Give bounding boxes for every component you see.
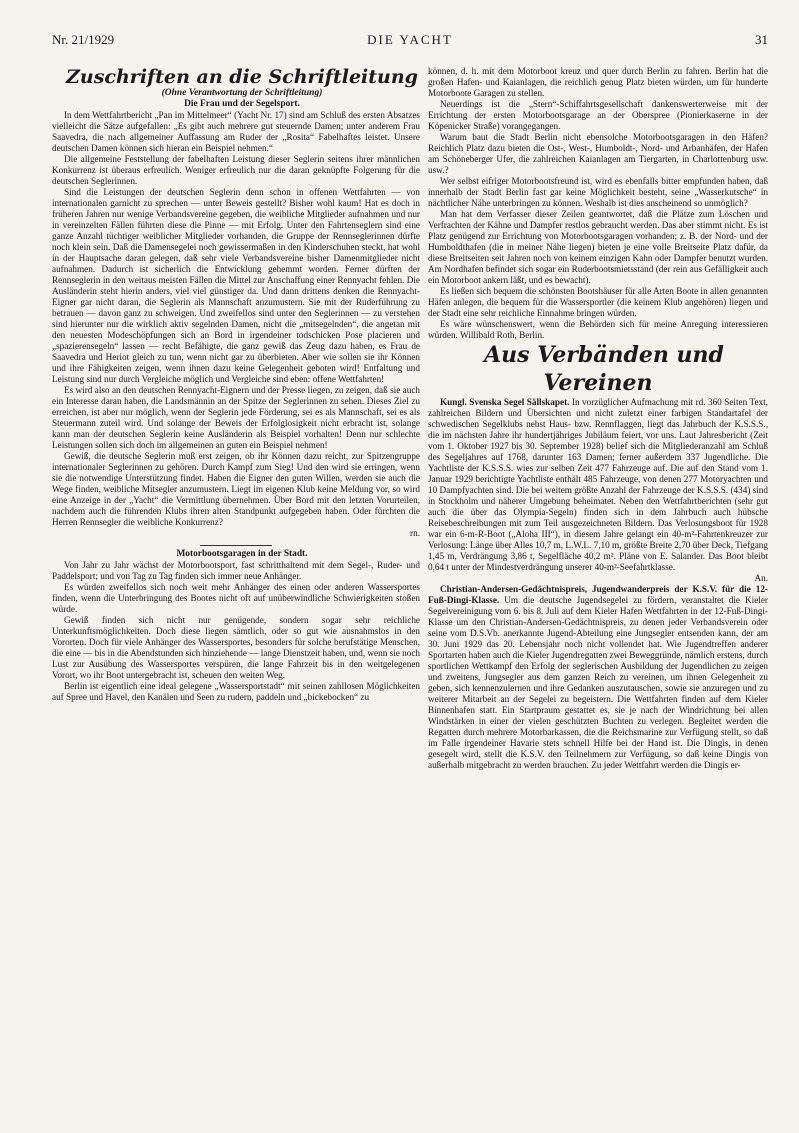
divider: [200, 545, 272, 546]
paragraph: [428, 319, 768, 341]
issue-number: Nr. 21/1929: [52, 32, 115, 47]
paragraph: Es ließen sich bequem die schönsten Bootshäuser für alle Arten Boote in allen genannten Häfen anlegen, die bequem für die Wassersportler (die keinem Klub angehören) liegen und der Stadt eine sehr reichliche Einnahme bringen würden.: [428, 286, 768, 318]
journal-title: DIE YACHT: [367, 32, 453, 47]
paragraph: Die allgemeine Feststellung der fabelhaften Leistung dieser Seglerin seitens ihrer männlichen Konkurrenz ist überaus erfreulich. Weniger erfreulich nur die daran geknüpfte Folgerung für die deutschen Seglerinnen.: [52, 154, 420, 186]
section-title-associations: Aus Verbänden und Vereinen: [484, 342, 724, 396]
paragraph: [428, 584, 768, 771]
left-column: [52, 66, 420, 703]
paragraph: Von Jahr zu Jahr wächst der Motorbootsport, fast schritthaltend mit dem Segel-, Ruder- und Paddelsport; und von Tag zu Tag finden sich immer neue Anhänger.: [52, 560, 420, 581]
paragraph: können, d. h. mit dem Motorboot kreuz und quer durch Berlin zu fahren. Berlin hat die großen Hafen- und Kaianlagen, die reichlich genug Platz bieten würden, um für hunderte Motorboote Garagen zu stellen.: [428, 66, 768, 98]
paragraph-text: In vorzüglicher Aufmachung mit rd. 360 Seiten Text, zahlreichen Bildern und Übersichten und nicht zuletzt einer farbigen Standartafel der schwedischen Segelklubs nebst Haus- bzw. Rennflaggen, liegt das Jahrbuch der K.S.S.S., die im nächsten Jahre ihr hundertjähriges Jubiläum feiert, vor uns. Laut Jahresbericht (Zeit vom 1. Oktober 1927 bis 30. September 1928) belief sich die Mitgliederanzahl am Schluß des Segeljahres auf 1768, darunter 163 Damen; ferner außerdem 337 Jugendliche. Die Yachtliste der K.S.S.S. wies zur selben Zeit 477 Fahrzeuge auf. Die auf den Stand vom 1. Januar 1929 berichtigte Yachtliste enthält 485 Fahrzeuge, von denen 277 Motoryachten und 10 Dampfyachten sind. Die bei weitem größte Anzahl der Fahrzeuge der K.S.S.S. (434) sind in Stockholm und näherer Umgebung beheimatet. Neben den Wettfahrtberichten (sehr gut auch die über das Olympia-Segeln) finden sich in dem Jahrbuch auch hübsche Reisebeschreibungen mit zum Teil ausgezeichneten Bildern. Das Verlosungsboot für 1928 war ein 6-m-R-Boot („Aloha III“), in diesem Jahre gelangt ein 40-m²-Fahrtenkreuzer zur Verlosung: Länge über Alles 10,7 m, L.W.L. 7,10 m, größte Breite 2,70 über Deck, Tiefgang 1,45 m, Verdrängung 3,86 t, Segelfläche 40,2 m². Pläne von E. Salander. Das Boot bleibt 0,64 t unter der Mindestverdrängung unserer 40-m²-Seefahrtklasse.: [428, 397, 768, 572]
author-signature: An.: [754, 573, 768, 583]
paragraph: In dem Wettfahrtbericht „Pan im Mittelmeer“ (Yacht Nr. 17) sind am Schluß des ersten Absatzes vielleicht die Sätze aufgefallen: „Es gibt auch mehrere gut steuernde Damen; unter anderem Frau Saavedra, die nach allgemeiner Auffassung am Ruder der „Rosita“ Fabelhaftes leistet. Unsere deutschen Damen können sich hieran ein Beispiel nehmen.“: [52, 110, 420, 153]
paragraph: Es wird also an den deutschen Rennyacht-Eignern und der Presse liegen, zu zeigen, daß sie auch ein Interesse daran haben, die Landsmännin an der Spitze der Seglerinnen zu sehen. Dieses Ziel zu erreichen, ist aber nur möglich, wenn der Seglerin jede Förderung, sei es als Mannschaft, sei es als Steuermann zuteil wird. Und solange der Beweis der Erfolglosigkeit nicht erbracht ist, solange kann man der deutschen Seglerin keine Ausländerin als Beispiel vorhalten! Denn nur schlechte Leistungen sollen sich doch im allgemeinen an guten ein Beispiel nehmen!: [52, 385, 420, 450]
paragraph: Gewiß, die deutsche Seglerin muß erst zeigen, ob ihr Können dazu reicht, zur Spitzengruppe internationaler Seglerinnen zu gehören. Durch Kampf zum Sieg! Und den wird sie erringen, wenn sie die notwendige Unterstützung findet. Haben die Eigner den guten Willen, werden sie auch die Wege finden, weibliche Mitsegler anzumustern. Liegt im eigenen Klub keine Meldung vor, so wird eine Anzeige in der „Yacht“ die Vermittlung übernehmen. Über Bord mit den letzten Vorurteilen, nachdem auch die führenden Klubs ihren alten Standpunkt aufgegeben haben. Oder fürchten die Herren Rennsegler die weibliche Konkurrenz?: [52, 451, 420, 527]
prize-name: Christian-Andersen-Gedächtnispreis, Jugendwanderpreis der K.S.V. für die 12-Fuß-Dingi-Klasse.: [428, 584, 768, 605]
page-number: 31: [755, 32, 768, 47]
paragraph: Neuerdings ist die „Stern“-Schiffahrtsgesellschaft dankenswerterweise mit der Errichtung der ersten Motorbootsgarage an der Oberspree (Pionierkaserne in der Köpenicker Straße) vorangegangen.: [428, 99, 768, 131]
article-heading-boat-garages: Motorbootsgaragen in der Stadt.: [176, 549, 308, 559]
section-subtitle: (Ohne Verantwortung der Schriftleitung): [161, 88, 323, 98]
paragraph: Sind die Leistungen der deutschen Seglerin denn schon in offenen Wettfahrten — von internationalen garnicht zu sprechen — unter Beweis gestellt? Bisher wohl kaum! Hat es doch in früheren Jahren nur wenige Verbandsvereine gegeben, die weibliche Mitglieder aufnahmen und nur in vereinzelten Fällen führten diese die Pinne — mit Erfolg. Unter den Fahrtenseglern sind eine ganze Anzahl tüchtiger weiblicher Mitglieder vorhanden, die Gruppe der Rennseglerinnen dürfte noch klein sein. Daß die Damensegelei noch gewissermaßen in den Kinderschuhen steckt, hat wohl in der Hauptsache daran gelegen, daß sehr viele Verbandsvereine bisher Damenmitglieder nicht aufnahmen. Dadurch ist sicherlich die Entwicklung gehemmt worden. Ferner dürften der Rennseglerin in den weitaus meisten Fällen die Mittel zur Anschaffung einer Rennyacht fehlen. Die Ausländerin steht hierin anders, viel viel günstiger da. Und dann drittens denken die Rennyacht-Eigner gar nicht daran, die Seglerin als Mannschaft anzumustern. Sie mit der Ruderführung zu betrauen — davon ganz zu schweigen. Und zweifellos sind unter den Seglerinnen — zu verstehen sind hierunter nur die wirklich aktiv segelnden Damen, nicht die „mitsegelnden“, die angetan mit den neuesten Modeschöpfungen sich an Bord in irgendeiner todschicken Pose placieren und „spazierensegeln“ lassen — recht Befähigte, die ganz gewiß das Zeug dazu haben, es Frau de Saavedra und Heriot gleich zu tun, wenn nicht gar zu überbieten. Aber wie sollen sie ihr Können und ihre Fähigkeiten zeigen, wenn ihnen dazu keine Gelegenheit geboten wird! Entfaltung und Leistung sind nur durch Vergleiche möglich und Vergleiche sind eben: offene Wettfahrten!: [52, 187, 420, 384]
paragraph-text: Es wäre wünschenswert, wenn die Behörden sich für meine Anregung interessieren würden.: [428, 319, 768, 340]
paragraph: Berlin ist eigentlich eine ideal gelegene „Wassersportstadt“ mit seinen zahllosen Möglichkeiten auf Spree und Havel, den Kanälen und Seen zu rudern, paddeln und „bickebocken“ zu: [52, 681, 420, 702]
paragraph: Es würden zweifellos sich noch weit mehr Anhänger des einen oder anderen Wassersportes finden, wenn die Unterbringung des Bootes nicht oft auf unüberwindliche Schwierigkeiten stoßen würde.: [52, 582, 420, 614]
paragraph: Warum baut die Stadt Berlin nicht ebensolche Motorbootsgaragen in den Häfen? Reichlich Platz dazu bieten die Ost-, West-, Humboldt-, Nord- und Arbanhäfen, der Hafen am Schöneberger Ufer, die zahlreichen Kaianlagen am Tiergarten, in Charlottenburg usw. usw.?: [428, 132, 768, 175]
paragraph: Gewiß finden sich nicht nur genügende, sondern sogar sehr reichliche Unterkunftsmöglichkeiten. Doch diese liegen sämtlich, oder so gut wie ausnahmslos in den Vororten. Doch für viele Anhänger des Wassersportes, besonders für solche berufstätige Menschen, die eine — bis in die Abendstunden sich hinziehende — lange Dienstzeit haben, und, wenn sie noch Lust zur Ausübung des Wassersportes verspüren, die lange Fahrzeit bis in den weitgelegenen Vorort, wo ihr Boot untergebracht ist, scheuen den weiten Weg.: [52, 615, 420, 680]
article-heading-women-sailing: Die Frau und der Segelsport.: [184, 99, 300, 109]
section-title-letters: Zuschriften an die Schriftleitung: [66, 66, 418, 88]
paragraph-text: Um die deutsche Jugendsegelei zu fördern, veranstaltet die Kieler Segelvereinigung vom 6. bis 8. Juli auf dem Kieler Hafen Wettfahrten in der 12-Fuß-Dingi-Klasse um den Christian-Andersen-Gedächtnispreis, zu denen jeder Verbandsverein oder seine vom D.S.Vb. anerkannte Jugend-Abteilung eine Jungsegler entsenden kann, der am 30. Juni 1929 das 20. Lebensjahr noch nicht vollendet hat. Wie Jugendtreffen anderer Sportarten haben auch die Kieler Jugendregatten zwei Beweggründe, nämlich erstens, durch sportlichen Wettkampf den Erfolg der seglerischen Ausbildung der Jugendlichen zu zeigen und zweitens, Jungsegler aus dem ganzen Reich zu vereinen, um ihnen Gelegenheit zu geben, sich kennenzulernen und ihre Gedanken auszutauschen, sowie sie anzuregen und zu weiterer Mitarbeit an der Segelei zu begeistern. Die Wettfahrten finden auf dem Kieler Binnenhafen statt. Ein Startpraum gestattet es, sie je nach der Windrichtung bei allen Windstärken in einer der vielen geschützten Buchten zu verlegen. Begleitet werden die Regatten durch mehrere Motorbarkassen, die die Reichsmarine zur Verfügung stellt, so daß im Falle irgendeiner Havarie stets schnell Hilfe bei der Hand ist. Die Dingis, in denen gesegelt wird, stellt die K.S.V. den Teilnehmern zur Verfügung, so daß keine Dingis von außerhalb mitgebracht zu werden brauchen. Zu jeder Wettfahrt werden die Dingis er-: [428, 595, 768, 770]
author-signature: Willibald Roth, Berlin.: [460, 330, 545, 340]
paragraph: Man hat dem Verfasser dieser Zeilen geantwortet, daß die Plätze zum Löschen und Verfrachten der Kähne und Dampfer restlos gebraucht werden. Das aber stimmt nicht. Es ist Platz genügend zur Errichtung von Motorbootsgaragen vorhanden; z. B. der Nord- und der Humboldthafen (die in meiner Nähe liegen) bieten je eine volle Breitseite Platz dafür, da diese Breitseiten seit Jahren noch von keinem einzigen Kahn oder Dampfer benutzt wurden. Am Nordhafen befindet sich sogar ein Ruderbootsmietsstand (der rein aus Gefälligkeit auch ein Motorboot ankern läßt, und es bewacht).: [428, 209, 768, 285]
paragraph: Wer selbst eifriger Motorbootsfreund ist, wird es ebenfalls bitter empfunden haben, daß innerhalb der Stadt Berlin fast gar keine Möglichkeit besteht, seine „Wasserkutsche“ in nächtlicher Nähe unterbringen zu können. Weshalb ist dies anscheinend so unmöglich?: [428, 176, 768, 208]
club-name: Kungl. Svenska Segel Sällskapet.: [440, 397, 570, 407]
author-signature: rn.: [410, 528, 420, 538]
page-header: [52, 32, 768, 50]
paragraph: [428, 397, 768, 573]
right-column: [428, 66, 768, 771]
